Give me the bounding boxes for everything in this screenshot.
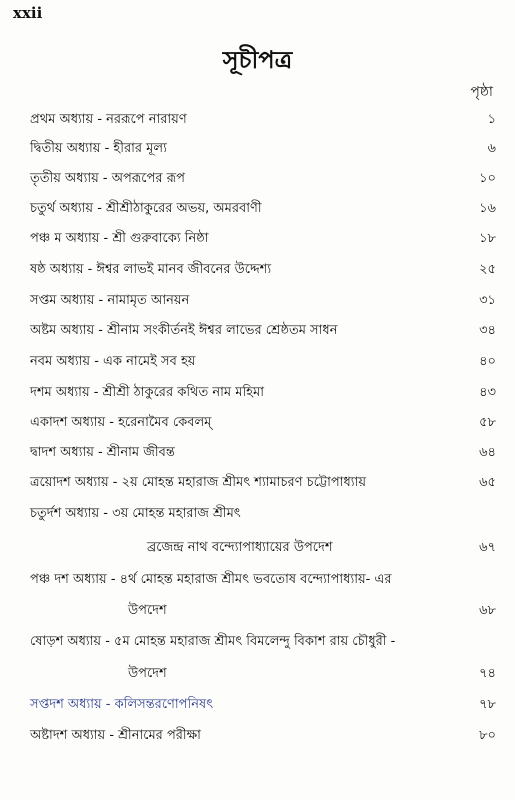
toc-entry-label: অষ্টম অধ্যায় - শ্রীনাম সংকীর্তনই ঈশ্বর লাভের শ্রেষ্ঠতম সাধন — [30, 323, 338, 338]
page-title: সূচীপত্র — [222, 46, 293, 74]
toc-entry-page: ৬৭ — [479, 540, 496, 555]
toc-entry-page: ৩১ — [479, 293, 496, 308]
toc-entry-page: ৪০ — [479, 354, 496, 369]
toc-entry-page: ২৫ — [479, 262, 496, 277]
toc-entry-label: ষষ্ঠ অধ্যায় - ঈশ্বর লাভই মানব জীবনের উদ্দেশ্য — [30, 262, 272, 277]
toc-entry-continuation: ব্রজেন্দ্র নাথ বন্দ্যোপাধ্যায়ের উপদেশ — [147, 540, 333, 555]
toc-entry-label: দশম অধ্যায় - শ্রীশ্রী ঠাকুরের কথিত নাম মহিমা — [30, 385, 264, 400]
toc-entry-continuation: উপদেশ — [128, 603, 167, 618]
toc-entry-label: সপ্তদশ অধ্যায় - কলিসন্তরণোপনিষৎ — [30, 697, 214, 712]
toc-entry-page: ৩৪ — [479, 323, 496, 338]
toc-entry-label: চতুর্দশ অধ্যায় - ৩য় মোহন্ত মহারাজ শ্রীমৎ — [30, 506, 241, 521]
toc-entry-page: ৪৩ — [479, 385, 496, 400]
toc-entry-label: ষোড়শ অধ্যায় - ৫ম মোহন্ত মহারাজ শ্রীমৎ বিমলেন্দু বিকাশ রায় চৌধুরী - — [30, 634, 396, 649]
toc-entry-page: ৬৪ — [479, 445, 496, 460]
toc-entry-page: ১০ — [479, 171, 496, 186]
toc-entry-page: ৬৫ — [479, 475, 496, 490]
toc-entry-label: প্রথম অধ্যায় - নররূপে নারায়ণ — [30, 112, 187, 127]
toc-entry-page: ৮০ — [479, 728, 496, 743]
toc-entry-label: পঞ্চ দশ অধ্যায় - ৪র্থ মোহন্ত মহারাজ শ্রীমৎ ভবতোষ বন্দ্যোপাধ্যায়- এর — [30, 572, 392, 587]
toc-entry-page: ১৮ — [479, 231, 496, 246]
toc-entry-label: চতুর্থ অধ্যায় - শ্রীশ্রীঠাকুরের অভয়, অমরবাণী — [30, 201, 262, 216]
page-column-heading: পৃষ্ঠা — [470, 84, 493, 100]
toc-entry-page: ১৬ — [479, 201, 496, 216]
toc-entry-label: পঞ্চ ম অধ্যায় - শ্রী গুরুবাক্যে নিষ্ঠা — [30, 231, 209, 246]
toc-entry-label: অষ্টাদশ অধ্যায় - শ্রীনামের পরীক্ষা — [30, 728, 201, 743]
toc-entry-page: ৬৮ — [479, 603, 496, 618]
page-number: xxii — [13, 4, 43, 22]
toc-entry-page: ৫৮ — [479, 415, 496, 430]
toc-entry-label: তৃতীয় অধ্যায় - অপরূপের রূপ — [30, 171, 185, 186]
toc-entry-continuation: উপদেশ — [128, 666, 167, 681]
toc-entry-label: সপ্তম অধ্যায় - নামামৃত আনয়ন — [30, 293, 190, 308]
toc-entry-label: নবম অধ্যায় - এক নামেই সব হয় — [30, 354, 196, 369]
toc-entry-page: ৬ — [487, 141, 496, 156]
toc-entry-page: ৭৪ — [479, 666, 496, 681]
toc-entry-label: দ্বাদশ অধ্যায় - শ্রীনাম জীবন্ত — [30, 445, 175, 460]
toc-entry-label: ত্রয়োদশ অধ্যায় - ২য় মোহন্ত মহারাজ শ্রীমৎ শ্যামাচরণ চট্টোপাধ্যায় — [30, 475, 366, 490]
toc-entry-page: ১ — [487, 112, 496, 127]
toc-entry-page: ৭৮ — [479, 697, 496, 712]
toc-entry-label: একাদশ অধ্যায় - হরেনামৈব কেবলম্ — [30, 415, 212, 430]
toc-entry-label: দ্বিতীয় অধ্যায় - হীরার মূল্য — [30, 141, 167, 156]
